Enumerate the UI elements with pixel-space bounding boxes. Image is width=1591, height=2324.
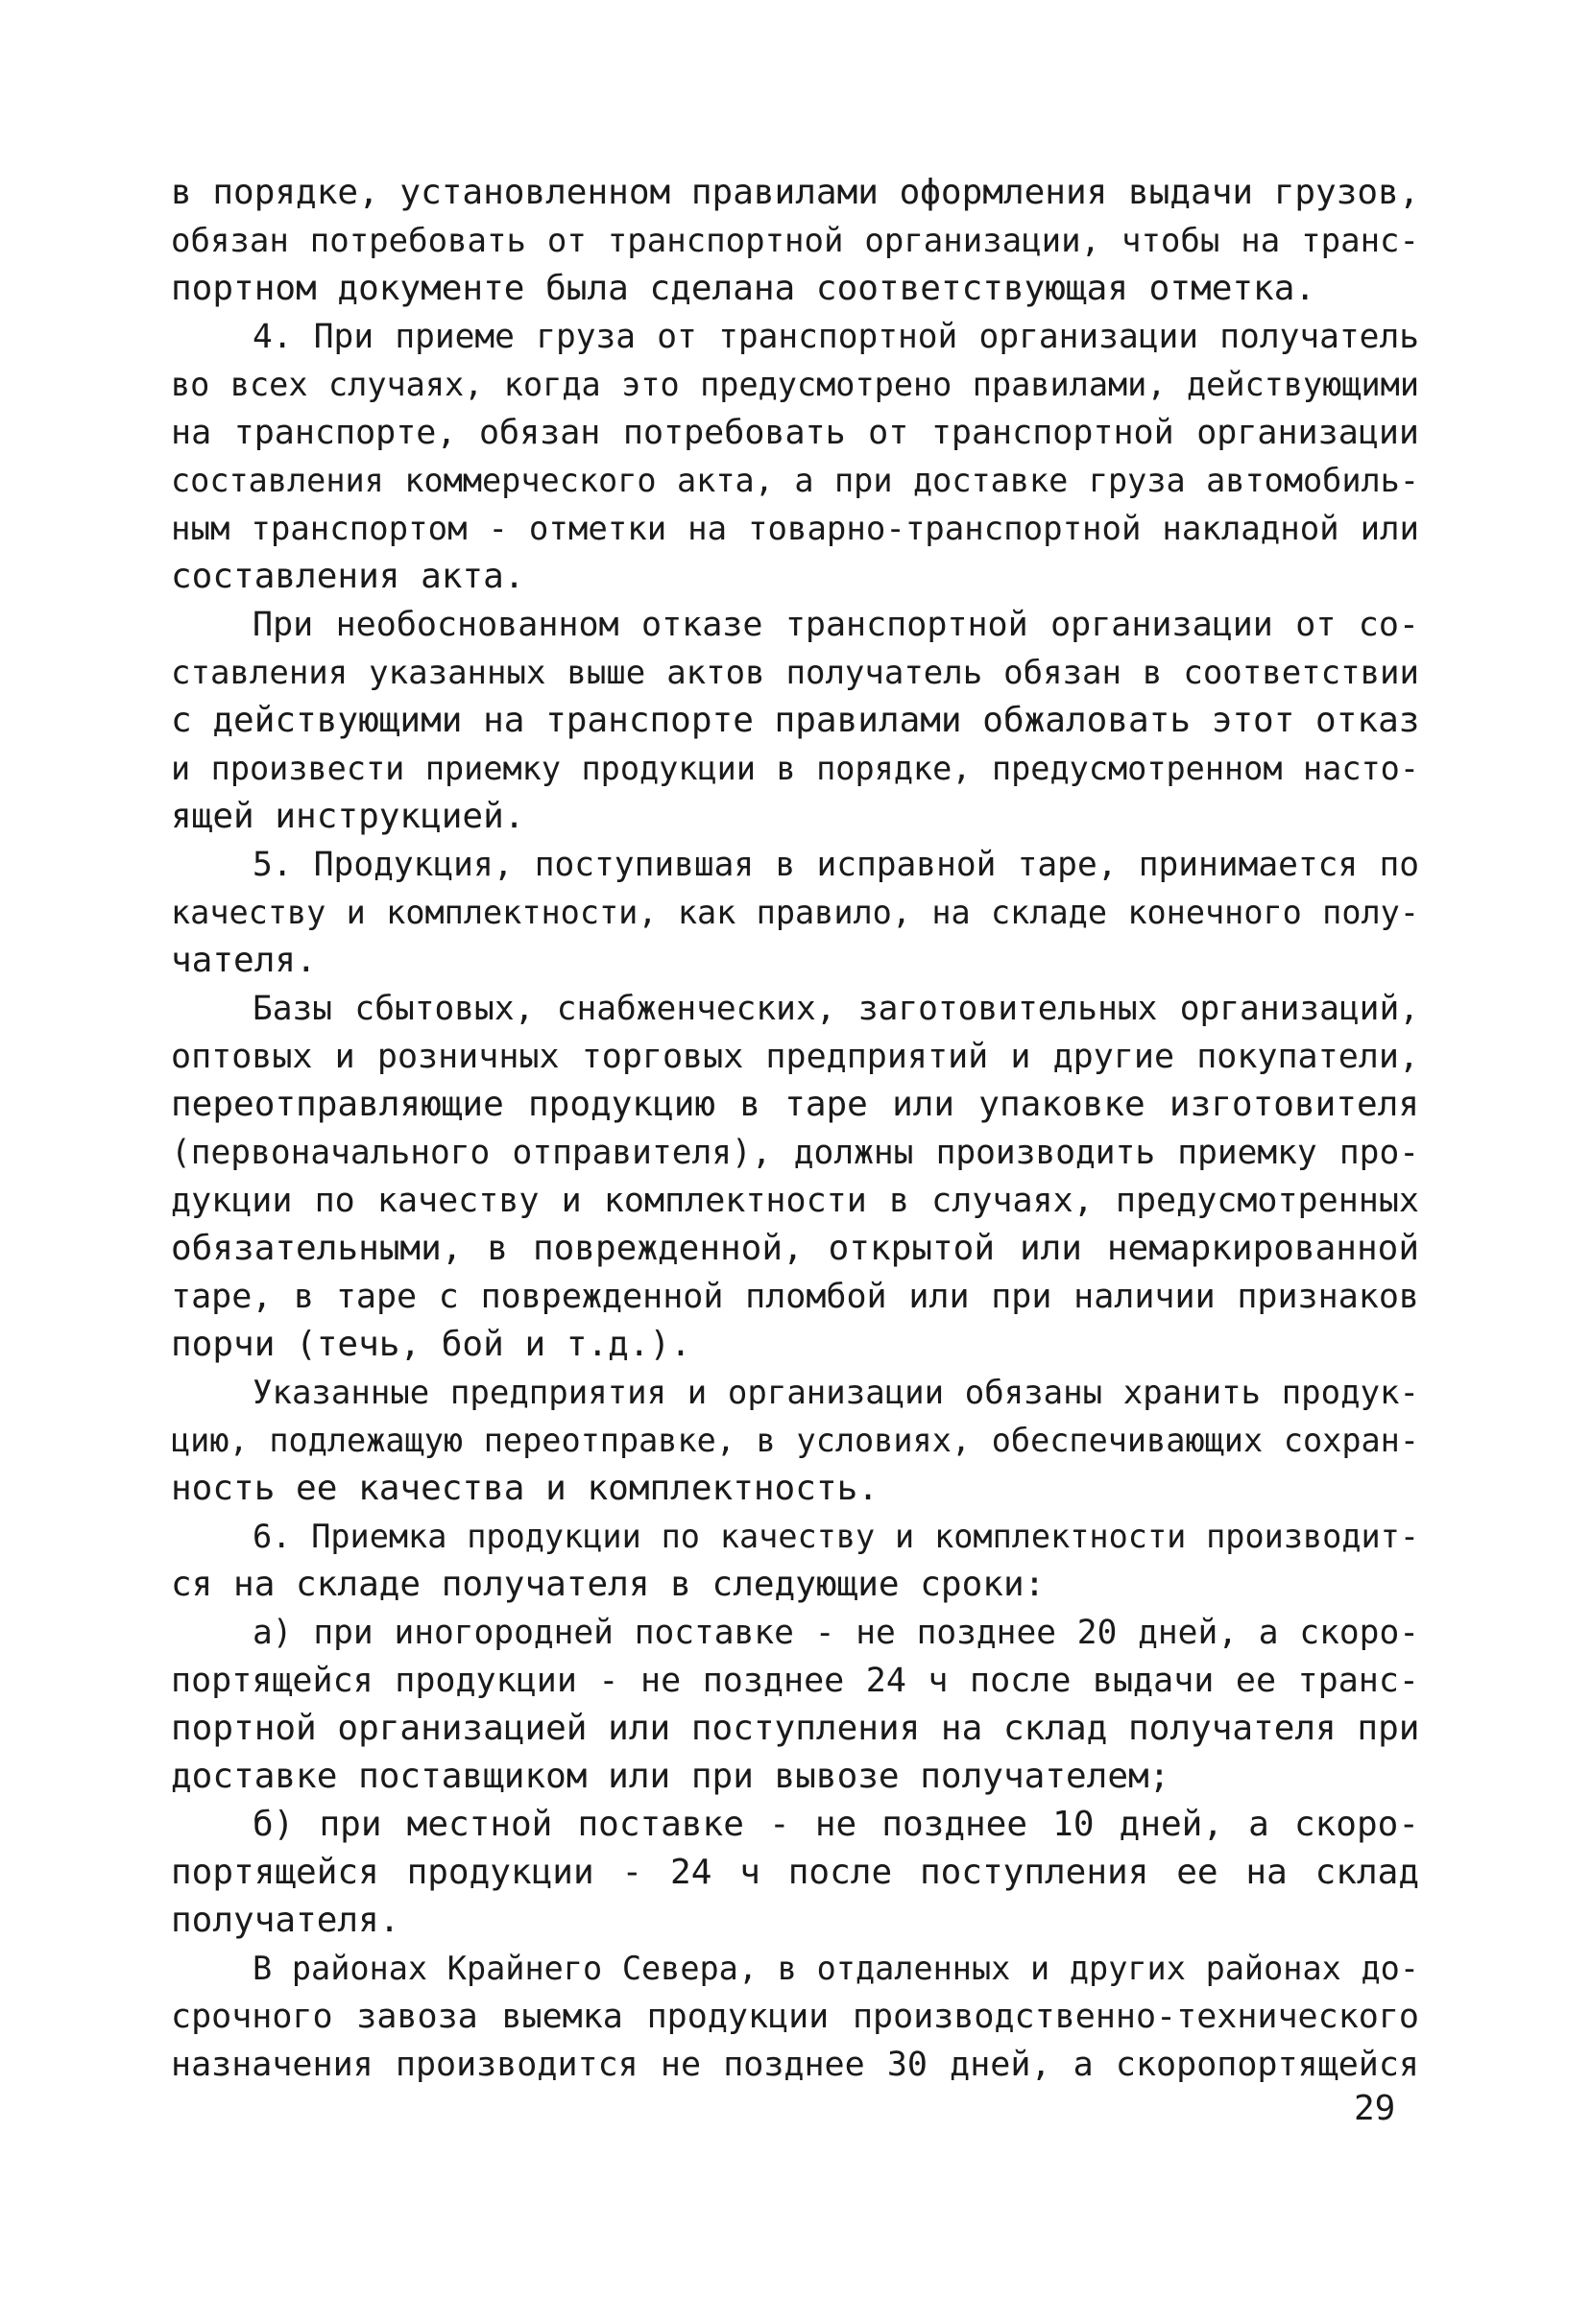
text-line: б) при местной поставке - не позднее 10 дней, а скоро-	[253, 1805, 1419, 1844]
text-line: 5. Продукция, поступившая в исправной таре, принимается по	[253, 846, 1419, 884]
text-line: во всех случаях, когда это предусмотрено правилами, действующими	[171, 366, 1419, 403]
text-line: срочного завоза выемка продукции производственно-технического	[171, 1998, 1419, 2036]
text-line: назначения производится не позднее 30 дней, а скоропортящейся	[171, 2046, 1419, 2084]
text-line: составления коммерческого акта, а при доставке груза автомобиль-	[171, 462, 1419, 499]
text-line: а) при иногородней поставке - не позднее 20 дней, а скоро-	[253, 1614, 1419, 1652]
text-line: чателя.	[171, 941, 317, 980]
text-line: составления акта.	[171, 557, 525, 596]
text-line: качеству и комплектности, как правило, на складе конечного полу-	[171, 894, 1419, 931]
text-line: ящей инструкцией.	[171, 797, 525, 836]
text-line: ставления указанных выше актов получатель обязан в соответствии	[171, 654, 1419, 692]
text-line: переотправляющие продукцию в таре или упаковке изготовителя	[171, 1085, 1419, 1124]
text-line: порчи (течь, бой и т.д.).	[171, 1325, 691, 1364]
text-line: обязательными, в поврежденной, открытой или немаркированной	[171, 1229, 1419, 1268]
text-line: с действующими на транспорте правилами обжаловать этот отказ	[171, 701, 1420, 740]
text-line: портной организацией или поступления на склад получателя при	[171, 1709, 1420, 1748]
text-line: дукции по качеству и комплектности в случаях, предусмотренных	[171, 1182, 1419, 1220]
text-line: Указанные предприятия и организации обязаны хранить продук-	[253, 1374, 1419, 1412]
text-line: цию, подлежащую переотправке, в условиях, обеспечивающих сохран-	[171, 1422, 1419, 1459]
text-line: В районах Крайнего Севера, в отдаленных и других районах до-	[253, 1950, 1419, 1987]
text-line: доставке поставщиком или при вывозе получателем;	[171, 1757, 1170, 1796]
text-line: портящейся продукции - не позднее 24 ч после выдачи ее транс-	[171, 1662, 1419, 1700]
text-line: (первоначального отправителя), должны производить приемку про-	[171, 1134, 1419, 1172]
page-number: 29	[1354, 2089, 1396, 2128]
text-line: 6. Приемка продукции по качеству и комплектности производит-	[253, 1518, 1419, 1555]
body-text	[171, 169, 1419, 2089]
text-line: портящейся продукции - 24 ч после поступления ее на склад	[171, 1853, 1419, 1892]
text-line: и произвести приемку продукции в порядке, предусмотренном насто-	[171, 750, 1419, 787]
text-line: на транспорте, обязан потребовать от транспортной организации	[171, 414, 1419, 452]
text-line: ным транспортом - отметки на товарно-транспортной накладной или	[171, 510, 1419, 548]
text-line: портном документе была сделана соответствующая отметка.	[171, 269, 1316, 308]
text-line: ность ее качества и комплектность.	[171, 1469, 879, 1508]
text-line: получателя.	[171, 1901, 400, 1940]
text-line: При необоснованном отказе транспортной организации от со-	[253, 606, 1419, 644]
text-line: в порядке, установленном правилами оформления выдачи грузов,	[171, 173, 1420, 212]
text-line: оптовых и розничных торговых предприятий и другие покупатели,	[171, 1038, 1419, 1076]
text-line: обязан потребовать от транспортной организации, чтобы на транс-	[171, 222, 1419, 260]
text-line: таре, в таре с поврежденной пломбой или при наличии признаков	[171, 1278, 1419, 1316]
text-line: 4. При приеме груза от транспортной организации получатель	[253, 318, 1419, 356]
text-line: Базы сбытовых, снабженческих, заготовительных организаций,	[253, 990, 1419, 1028]
text-line: ся на складе получателя в следующие сроки:	[171, 1565, 1046, 1604]
